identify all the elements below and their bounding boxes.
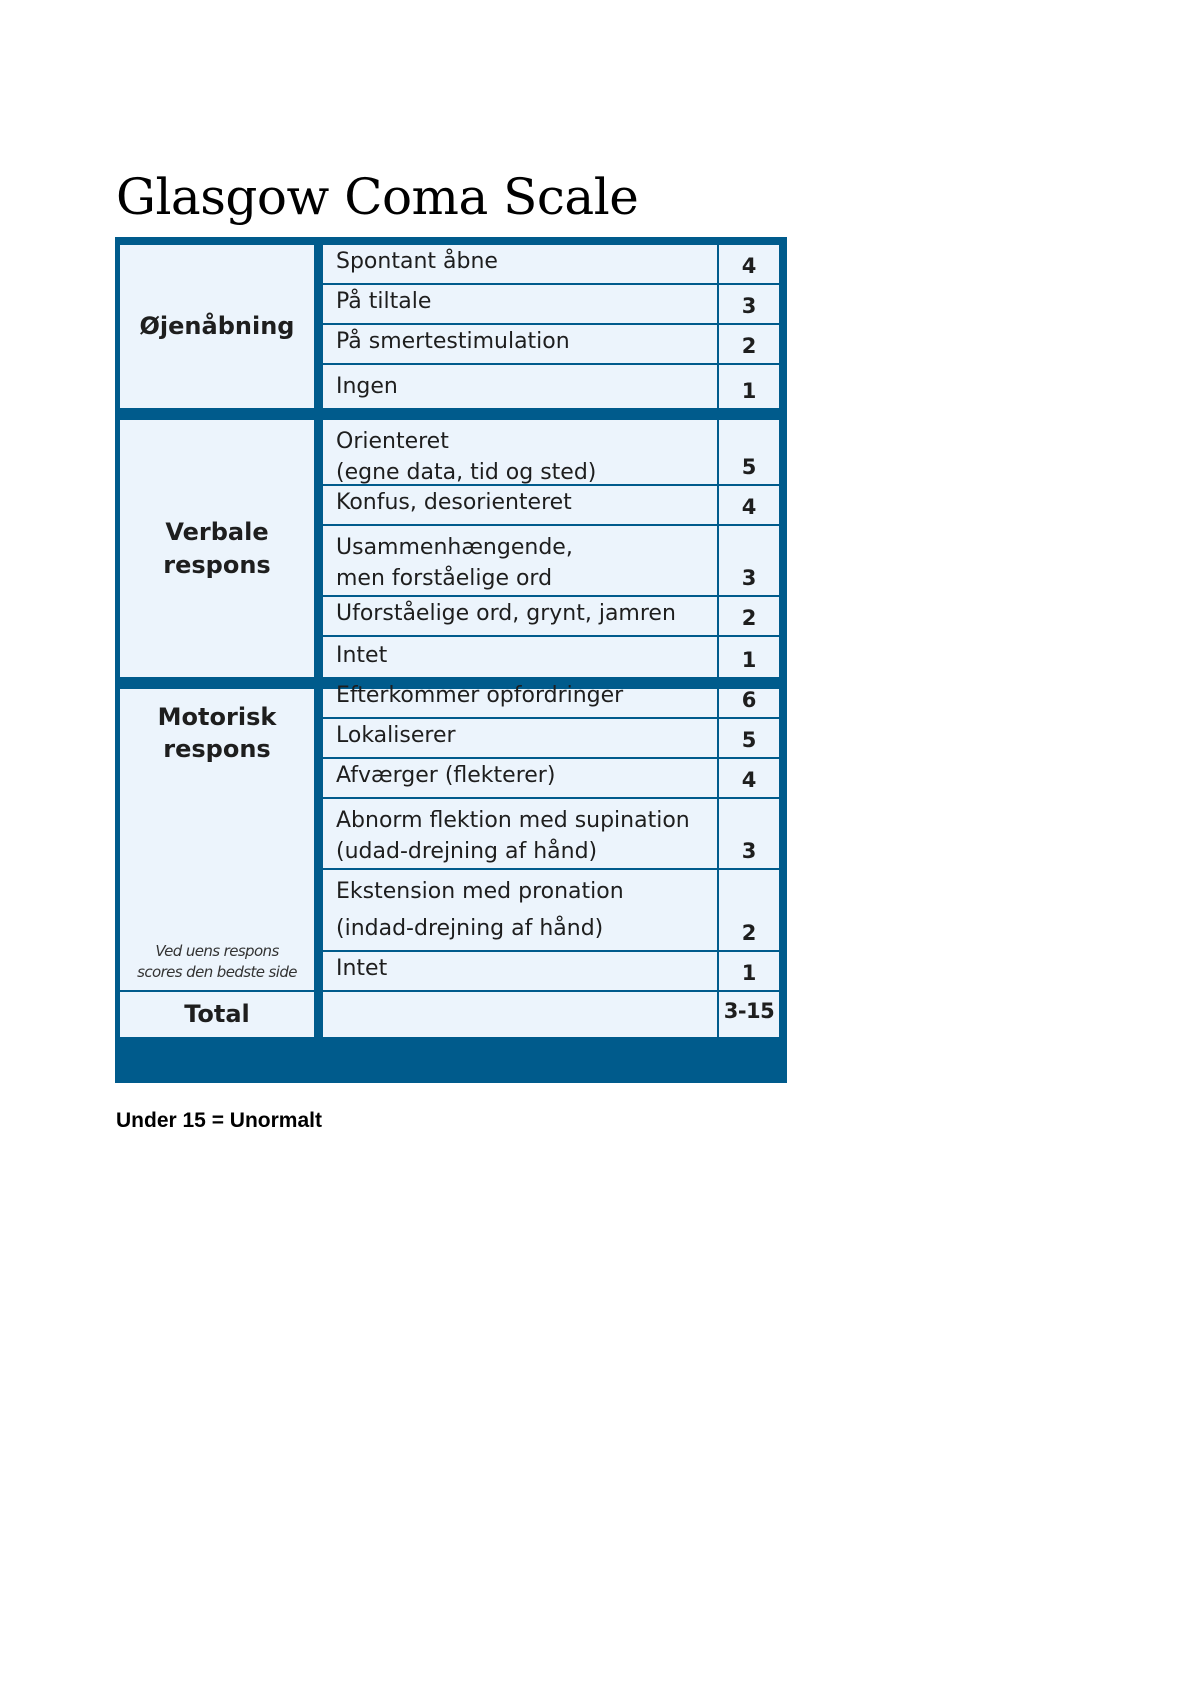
table-row-description: Uforståelige ord, grynt, jamren bbox=[323, 597, 717, 635]
table-row-score: 5 bbox=[719, 420, 779, 484]
table-row-description: På tiltale bbox=[323, 285, 717, 323]
table-row-description: Intet bbox=[323, 637, 717, 677]
table-row-score: 2 bbox=[719, 597, 779, 635]
table-row-description: Usammenhængende, men forståelige ord bbox=[323, 526, 717, 595]
table-row-score: 3 bbox=[719, 799, 779, 868]
table-row-description: Lokaliserer bbox=[323, 719, 717, 757]
total-score-range: 3-15 bbox=[719, 992, 779, 1037]
table-row-description: Afværger (flekterer) bbox=[323, 759, 717, 797]
table-row-score: 1 bbox=[719, 365, 779, 408]
category-motor-response bbox=[120, 689, 314, 990]
table-row-description: Ingen bbox=[323, 365, 717, 408]
table-row-description: Ekstension med pronation (indad-drejning af hånd) bbox=[323, 870, 717, 950]
table-row-description: Konfus, desorienteret bbox=[323, 486, 717, 524]
table-row-score: 3 bbox=[719, 285, 779, 323]
table-row-score: 1 bbox=[719, 637, 779, 677]
table-row-description: Efterkommer opfordringer bbox=[323, 689, 717, 717]
table-row-description: Abnorm flektion med supination (udad-drejning af hånd) bbox=[323, 799, 717, 868]
category-label: respons bbox=[163, 550, 271, 579]
table-row-description: Spontant åbne bbox=[323, 245, 717, 283]
total-description-empty bbox=[323, 992, 717, 1037]
category-label: Øjenåbning bbox=[139, 312, 295, 341]
table-row-score: 3 bbox=[719, 526, 779, 595]
table-row-score: 1 bbox=[719, 952, 779, 990]
table-row-description: På smertestimulation bbox=[323, 325, 717, 363]
table-row-score: 6 bbox=[719, 689, 779, 717]
glasgow-coma-scale-table bbox=[115, 237, 787, 1083]
category-label: Motorisk bbox=[157, 703, 277, 731]
category-label: Verbale bbox=[165, 518, 269, 547]
page-title: Glasgow Coma Scale bbox=[116, 168, 639, 226]
table-row-score: 5 bbox=[719, 719, 779, 757]
table-row-score: 4 bbox=[719, 759, 779, 797]
category-label: respons bbox=[163, 735, 271, 764]
total-label: Total bbox=[120, 992, 314, 1037]
table-row-score: 2 bbox=[719, 325, 779, 363]
table-row-description: Intet bbox=[323, 952, 717, 990]
category-eye-opening bbox=[120, 245, 314, 408]
table-row-score: 4 bbox=[719, 486, 779, 524]
category-note: Ved uens respons scores den bedste side bbox=[137, 941, 297, 982]
table-row-description: Orienteret (egne data, tid og sted) bbox=[323, 420, 717, 484]
table-row-score: 2 bbox=[719, 870, 779, 950]
footer-note: Under 15 = Unormalt bbox=[116, 1109, 322, 1132]
table-row-score: 4 bbox=[719, 245, 779, 283]
category-verbal-response bbox=[120, 420, 314, 677]
